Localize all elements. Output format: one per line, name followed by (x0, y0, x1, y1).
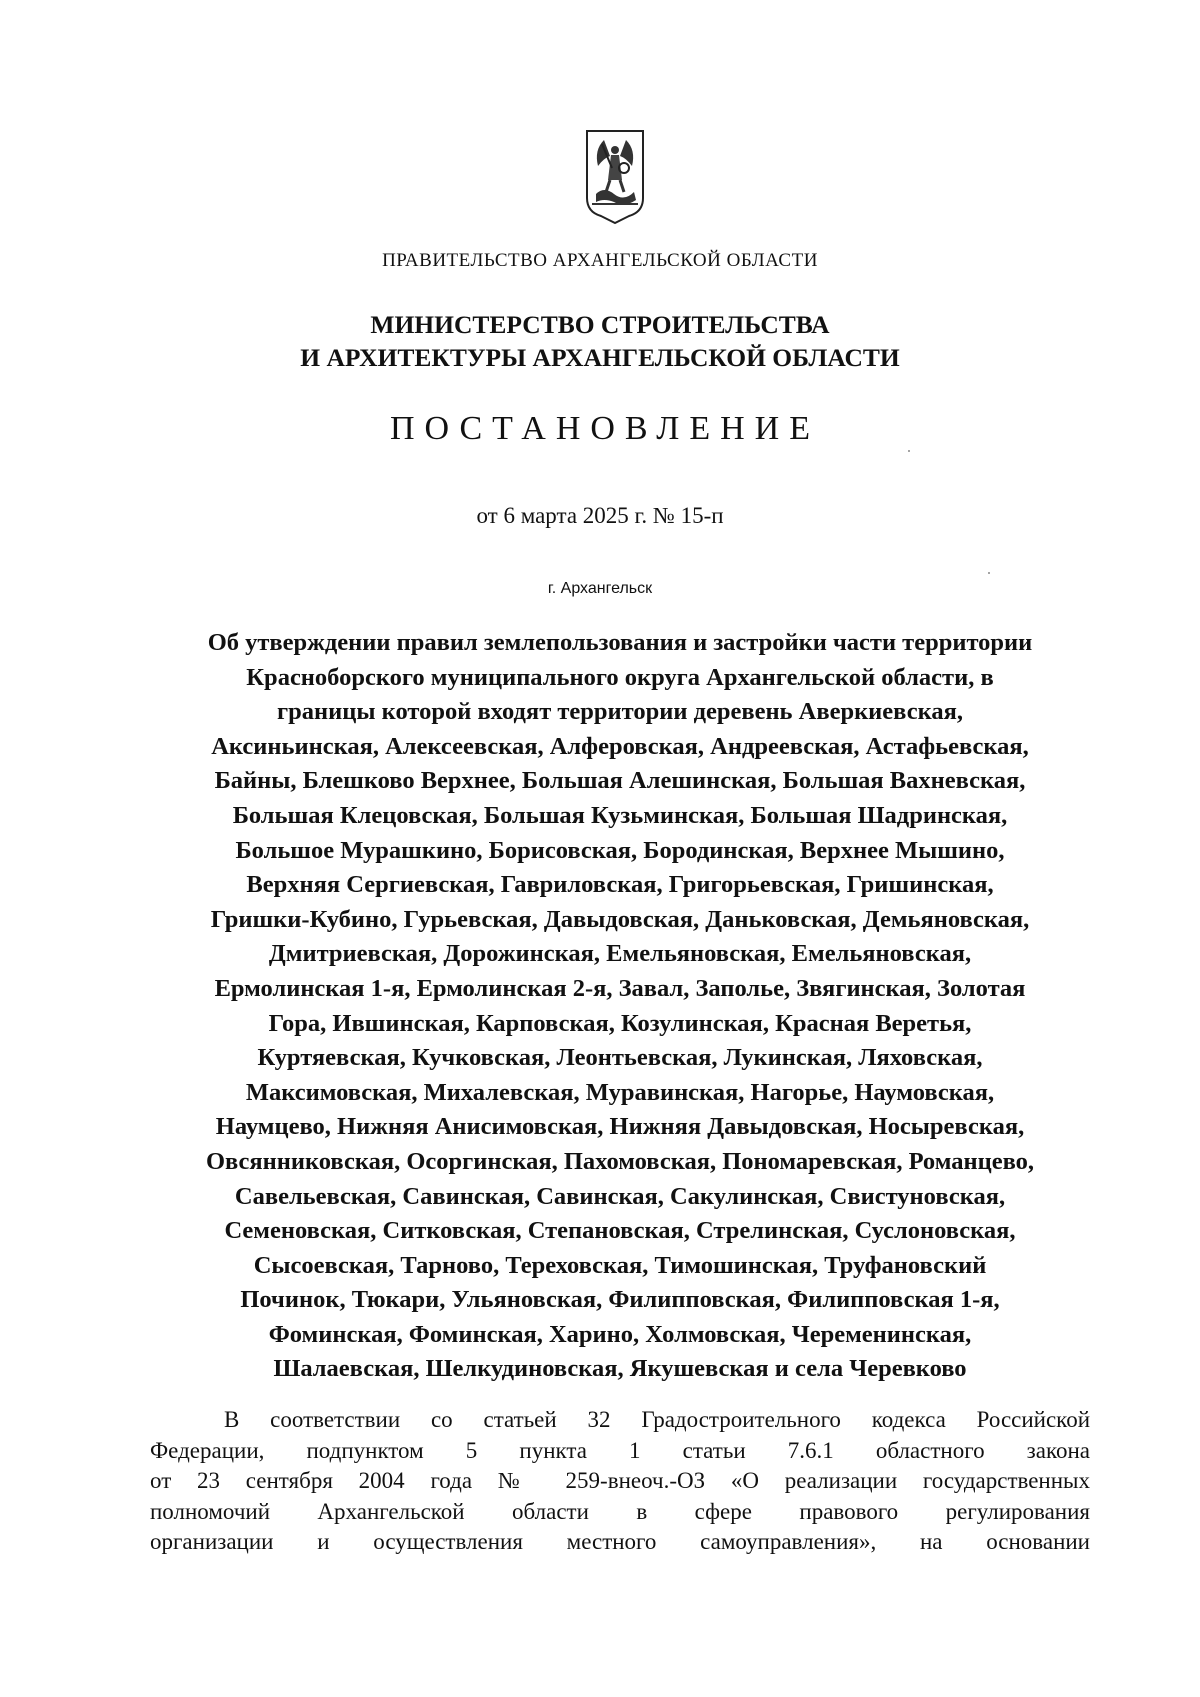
ministry-line: И АРХИТЕКТУРЫ АРХАНГЕЛЬСКОЙ ОБЛАСТИ (300, 343, 900, 372)
title-line: Байны, Блешково Верхнее, Большая Алешинская, Большая Вахневская, (214, 767, 1026, 795)
ministry-line: МИНИСТЕРСТВО СТРОИТЕЛЬСТВА (370, 310, 830, 339)
title-line: Семеновская, Ситковская, Степановская, Стрелинская, Суслоновская, (224, 1217, 1016, 1245)
body-line: организации и осуществления местного самоуправления», на основании (150, 1529, 1090, 1554)
title-line: Шалаевская, Шелкудиновская, Якушевская и села Черевково (273, 1355, 967, 1383)
title-line: Красноборского муниципального округа Архангельской области, в (246, 663, 994, 691)
title-line: Сысоевская, Тарново, Тереховская, Тимошинская, Труфановский (253, 1251, 987, 1279)
scan-speck (908, 450, 910, 452)
title-line: Большое Мурашкино, Борисовская, Бородинская, Верхнее Мышино, (235, 836, 1005, 864)
title-line: Ермолинская 1-я, Ермолинская 2-я, Завал, Заполье, Звягинская, Золотая (214, 974, 1026, 1002)
ministry-name (0, 308, 1200, 374)
document-city: г. Архангельск (547, 580, 653, 597)
title-line: Аксиньинская, Алексеевская, Алферовская, Андреевская, Астафьевская, (211, 732, 1029, 760)
body-paragraph (150, 1405, 1090, 1558)
body-line: Федерации, подпунктом 5 пункта 1 статьи 7.6.1 областного закона (150, 1437, 1090, 1463)
title-line: Большая Клецовская, Большая Кузьминская, Большая Шадринская, (232, 801, 1008, 829)
coat-of-arms-icon (584, 128, 646, 226)
title-line: Гришки-Кубино, Гурьевская, Давыдовская, Даньковская, Демьяновская, (210, 905, 1030, 933)
scan-speck (988, 572, 990, 574)
document-date-number: от 6 марта 2025 г. № 15-п (476, 503, 724, 528)
body-line: от 23 сентября 2004 года № 259-внеоч.-ОЗ «О реализации государственных (150, 1468, 1090, 1493)
title-line: Максимовская, Михалевская, Муравинская, Нагорье, Наумовская, (245, 1078, 995, 1106)
title-line: Починок, Тюкари, Ульяновская, Филипповская, Филипповская 1-я, (240, 1286, 1000, 1314)
title-line: Овсянниковская, Осоргинская, Пахомовская, Пономаревская, Романцево, (205, 1147, 1035, 1175)
title-line: границы которой входят территории деревень Аверкиевская, (277, 698, 963, 726)
title-line: Верхняя Сергиевская, Гавриловская, Григорьевская, Гришинская, (246, 871, 994, 899)
title-line: Об утверждении правил землепользования и застройки части территории (207, 629, 1033, 656)
title-line: Гора, Ившинская, Карповская, Козулинская, Красная Веретья, (268, 1009, 972, 1037)
body-line: В соответствии со статьей 32 Градостроительного кодекса Российской (224, 1407, 1090, 1432)
title-line: Дмитриевская, Дорожинская, Емельяновская, Емельяновская, (268, 940, 972, 968)
document-title (140, 626, 1100, 1387)
title-line: Фоминская, Фоминская, Харино, Холмовская, Череменинская, (268, 1320, 972, 1348)
title-line: Куртяевская, Кучковская, Леонтьевская, Лукинская, Ляховская, (257, 1044, 983, 1072)
government-name: ПРАВИТЕЛЬСТВО АРХАНГЕЛЬСКОЙ ОБЛАСТИ (382, 250, 818, 271)
title-line: Савельевская, Савинская, Савинская, Сакулинская, Свистуновская, (234, 1182, 1006, 1210)
document-type: ПОСТАНОВЛЕНИЕ (389, 410, 821, 447)
body-line: полномочий Архангельской области в сфере правового регулирования (150, 1498, 1090, 1524)
title-line: Наумцево, Нижняя Анисимовская, Нижняя Давыдовская, Носыревская, (215, 1113, 1025, 1141)
